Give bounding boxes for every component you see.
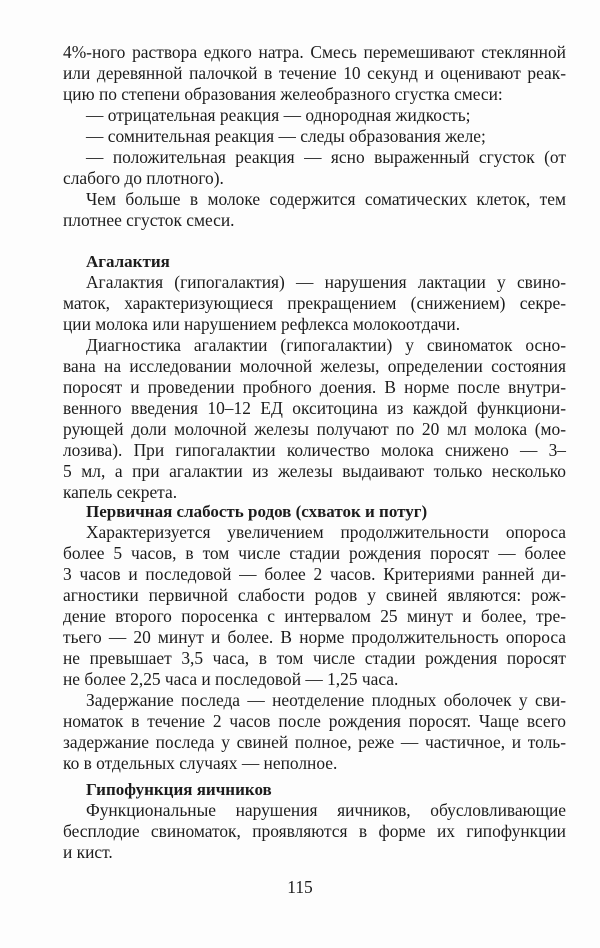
text-line: Функциональные нарушения яичников, обусловливающие xyxy=(86,800,566,820)
text-line: 4%-ного раствора едкого натра. Смесь перемешивают стеклянной xyxy=(63,42,566,62)
text-line: лозива). При гипогалактии количество молока снижено — 3– xyxy=(63,440,566,460)
text-line: 3 часов и последовой — более 2 часов. Критериями ранней ди- xyxy=(63,564,566,584)
text-line: тьего — 20 минут и более. В норме продолжительность опороса xyxy=(63,627,566,647)
section-heading: Первичная слабость родов (схваток и потуг) xyxy=(86,502,428,521)
text-line: дение второго поросенка с интервалом 25 минут и более, тре- xyxy=(63,606,566,626)
text-line: номаток в течение 2 часов после рождения поросят. Чаще всего xyxy=(63,711,566,731)
text-line: — положительная реакция — ясно выраженный сгусток (от xyxy=(86,147,566,167)
text-line: Диагностика агалактии (гипогалактии) у свиноматок осно- xyxy=(86,335,566,355)
page-number: 115 xyxy=(287,877,313,897)
text-line: ции молока или нарушением рефлекса молокоотдачи. xyxy=(63,314,461,334)
text-line: бесплодие свиноматок, проявляются в форме их гипофункции xyxy=(63,821,566,841)
text-line: плотнее сгусток смеси. xyxy=(63,210,235,230)
section-heading: Гипофункция яичников xyxy=(86,780,272,799)
text-line: 5 мл, а при агалактии из железы выдаивают только несколько xyxy=(63,461,566,481)
text-line: поросят и проведении пробного доения. В норме после внутри- xyxy=(63,377,566,397)
text-line: Агалактия (гипогалактия) — нарушения лактации у свино- xyxy=(86,272,566,292)
section-agalactia xyxy=(63,251,566,503)
text-line: или деревянной палочкой в течение 10 секунд и оценивают реак- xyxy=(63,63,566,83)
text-line: маток, характеризующиеся прекращением (снижением) секре- xyxy=(63,293,566,313)
text-line: Характеризуется увеличением продолжительности опороса xyxy=(86,522,566,542)
text-line: ко в отдельных случаях — неполное. xyxy=(63,753,338,773)
text-line: задержание последа у свиней полное, реже — частичное, и толь- xyxy=(63,732,566,752)
section-ovarian-hypofunction xyxy=(63,779,566,863)
text-line: капель секрета. xyxy=(63,482,178,502)
text-line: слабого до плотного). xyxy=(63,168,224,188)
text-line: рующей доли молочной железы получают по 20 мл молока (мо- xyxy=(63,419,566,439)
section-heading: Агалактия xyxy=(86,252,170,271)
text-line: и кист. xyxy=(63,842,113,862)
text-line: — отрицательная реакция — однородная жидкость; xyxy=(86,105,471,125)
text-line: не более 2,25 часа и последовой — 1,25 часа. xyxy=(63,669,399,689)
text-line: агностики первичной слабости родов у свиней являются: рож- xyxy=(63,585,566,605)
section-primary-labor-weakness xyxy=(63,501,566,774)
text-line: вана на исследовании молочной железы, определении состояния xyxy=(63,356,566,376)
text-line: не превышает 3,5 часа, в том числе стадии рождения поросят xyxy=(63,648,566,668)
text-line: цию по степени образования желеобразного сгустка смеси: xyxy=(63,84,503,104)
text-line: более 5 часов, в том числе стадии рождения поросят — более xyxy=(63,543,566,563)
text-line: Чем больше в молоке содержится соматических клеток, тем xyxy=(86,189,566,209)
section-soda-test xyxy=(63,42,566,231)
text-line: венного введения 10–12 ЕД окситоцина из каждой функциони- xyxy=(63,398,566,418)
text-line: Задержание последа — неотделение плодных оболочек у сви- xyxy=(86,690,566,710)
text-line: — сомнительная реакция — следы образования желе; xyxy=(86,126,486,146)
